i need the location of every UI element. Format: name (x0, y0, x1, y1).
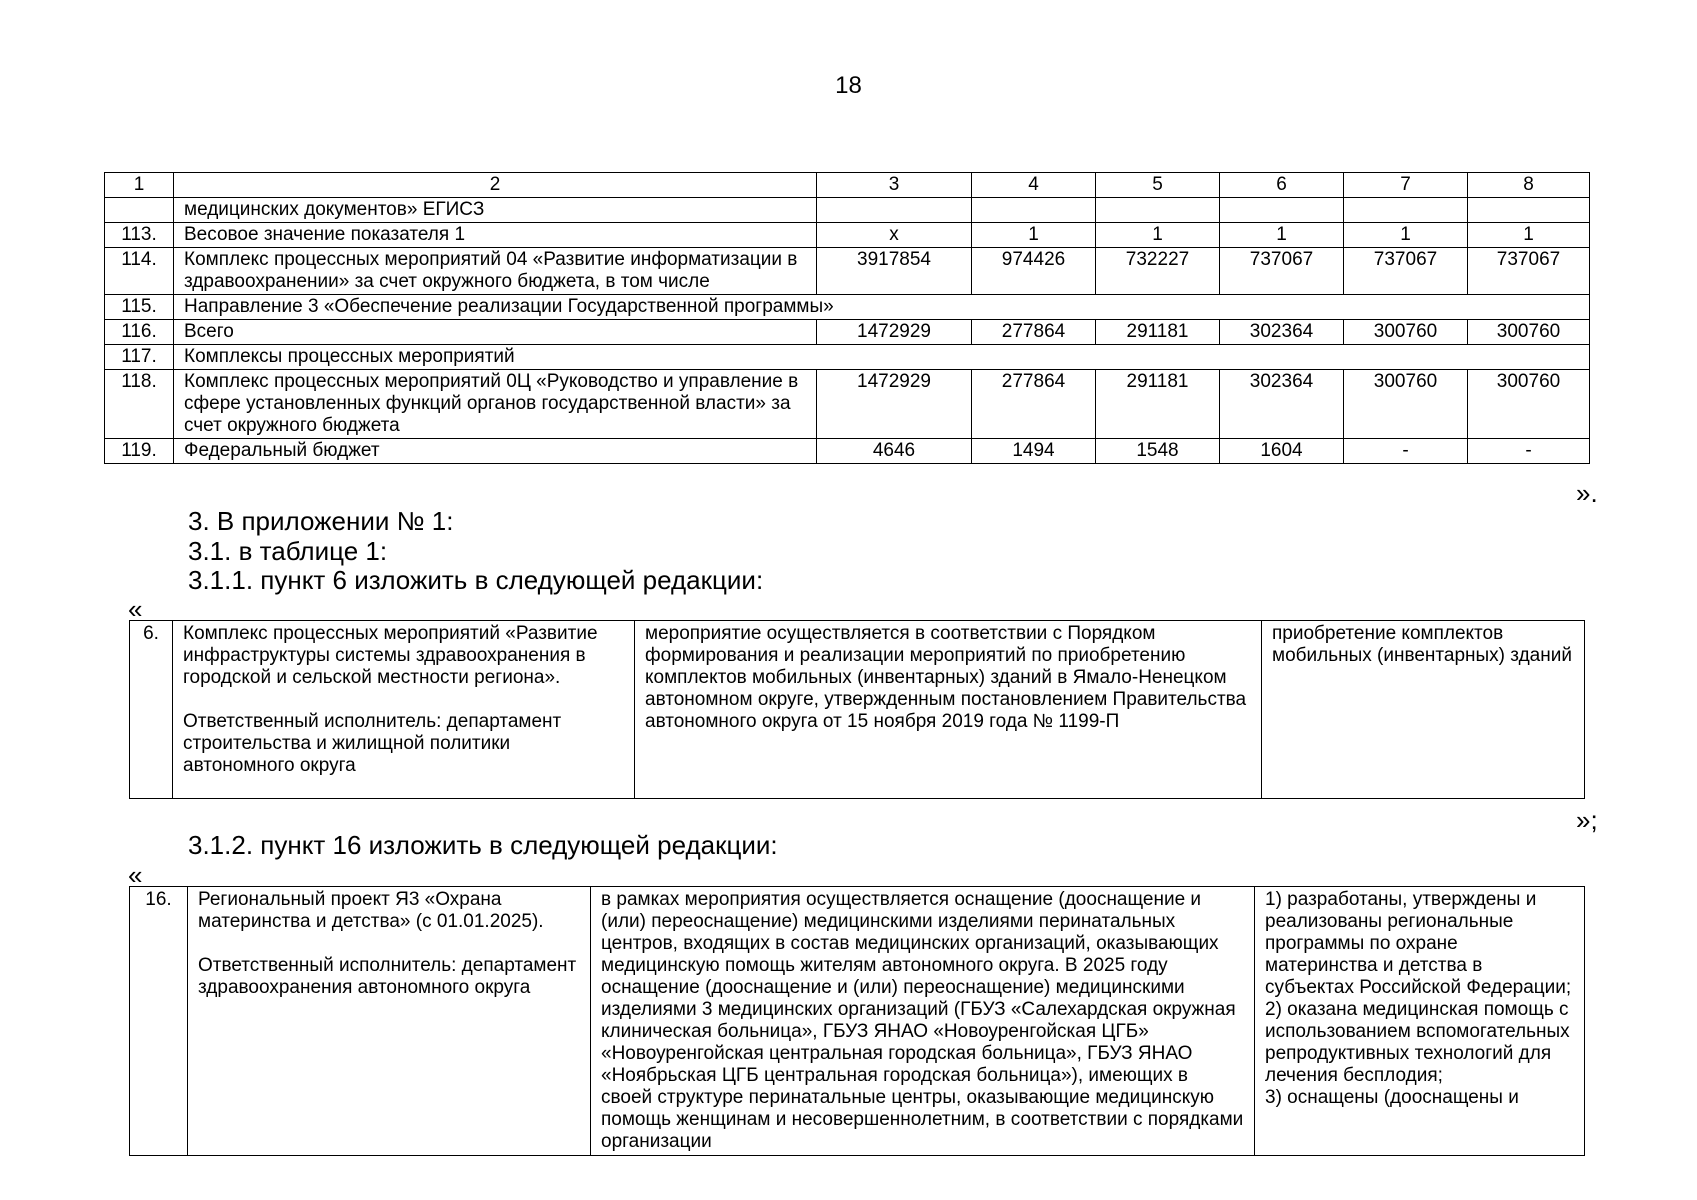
paragraph-3: 3. В приложении № 1: (188, 506, 454, 536)
row-value: 277864 (972, 370, 1096, 439)
row-value: - (1468, 439, 1590, 464)
row-value: 302364 (1220, 320, 1344, 345)
table-row (105, 320, 1590, 345)
header-cell: 7 (1344, 173, 1468, 198)
item-16-description: в рамках мероприятия осуществляется оснащение (дооснащение и (или) переоснащение) медицинскими изделиями перинатальных центров, входящих в состав медицинских организаций, оказывающих медицинскую помощь жителям автономного округа. В 2025 году оснащение (дооснащение и (или) переоснащение) медицинскими изделиями 3 медицинских организаций (ГБУЗ «Салехардская окружная клиническая больница», ГБУЗ ЯНАО «Новоуренгойская ЦГБ» «Новоуренгойская центральная городская больница», ГБУЗ ЯНАО «Ноябрьская ЦГБ центральная городская больница»), имеющих в своей структуре перинатальные центры, оказывающие медицинскую помощь женщинам и несовершеннолетним, в соответствии с порядками организации (591, 887, 1255, 1156)
row-name: Федеральный бюджет (174, 439, 817, 464)
item-16-title-cell (188, 887, 591, 1156)
row-value: x (817, 223, 972, 248)
item-6-title-cell (173, 621, 635, 799)
item-6-table (129, 620, 1585, 799)
closing-quote-2: »; (1576, 805, 1598, 835)
table-row (105, 223, 1590, 248)
item-16-title: Региональный проект Я3 «Охрана материнства и детства» (с 01.01.2025). (198, 889, 544, 932)
row-value (972, 198, 1096, 223)
row-value (817, 198, 972, 223)
item-6-responsible: Ответственный исполнитель: департамент строительства и жилищной политики автономного округа (183, 711, 562, 776)
row-value: 974426 (972, 248, 1096, 295)
row-number: 116. (105, 320, 174, 345)
header-cell: 2 (174, 173, 817, 198)
item-6-row (130, 621, 1585, 799)
item-6-number: 6. (130, 621, 173, 799)
row-value: 1 (972, 223, 1096, 248)
row-number: 115. (105, 295, 174, 320)
header-cell: 8 (1468, 173, 1590, 198)
row-value: 300760 (1468, 320, 1590, 345)
item-6-title: Комплекс процессных мероприятий «Развитие инфраструктуры системы здравоохранения в городской и сельской местности региона». (183, 623, 598, 688)
row-value: 1 (1344, 223, 1468, 248)
row-value: 302364 (1220, 370, 1344, 439)
row-value: 1472929 (817, 370, 972, 439)
row-value: 1 (1220, 223, 1344, 248)
row-value: 277864 (972, 320, 1096, 345)
budget-header-row (105, 173, 1590, 198)
table-row (105, 370, 1590, 439)
item-16-row (130, 887, 1585, 1156)
row-number (105, 198, 174, 223)
row-number: 118. (105, 370, 174, 439)
header-cell: 4 (972, 173, 1096, 198)
row-value: 1604 (1220, 439, 1344, 464)
header-cell: 6 (1220, 173, 1344, 198)
row-value: 1472929 (817, 320, 972, 345)
paragraph-3-1: 3.1. в таблице 1: (188, 536, 388, 566)
row-value: 1 (1096, 223, 1220, 248)
table-row (105, 439, 1590, 464)
paragraph-3-1-1: 3.1.1. пункт 6 изложить в следующей редакции: (188, 565, 764, 595)
page-number: 18 (835, 72, 862, 99)
row-name: Направление 3 «Обеспечение реализации Государственной программы» (174, 295, 1590, 320)
row-name: медицинских документов» ЕГИСЗ (174, 198, 817, 223)
row-value: 300760 (1468, 370, 1590, 439)
item-16-table (129, 886, 1585, 1156)
row-value: 4646 (817, 439, 972, 464)
item-6-description: мероприятие осуществляется в соответствии с Порядком формирования и реализации мероприятий по приобретению комплектов мобильных (инвентарных) зданий в Ямало-Ненецком автономном округе, утвержденным постановлением Правительства автономного округа от 15 ноября 2019 года № 1199-П (635, 621, 1262, 799)
row-value: 300760 (1344, 370, 1468, 439)
row-value (1096, 198, 1220, 223)
header-cell: 3 (817, 173, 972, 198)
row-value: 732227 (1096, 248, 1220, 295)
row-value: 737067 (1468, 248, 1590, 295)
open-quote-2: « (128, 860, 143, 890)
row-value: 300760 (1344, 320, 1468, 345)
open-quote-1: « (128, 594, 143, 624)
item-16-responsible: Ответственный исполнитель: департамент здравоохранения автономного округа (198, 955, 577, 998)
row-name: Комплекс процессных мероприятий 0Ц «Руководство и управление в сфере установленных функций органов государственной власти» за счет окружного бюджета (174, 370, 817, 439)
row-number: 113. (105, 223, 174, 248)
row-name: Комплексы процессных мероприятий (174, 345, 1590, 370)
row-value: 737067 (1344, 248, 1468, 295)
table-row (105, 198, 1590, 223)
row-value: 291181 (1096, 320, 1220, 345)
item-6-result: приобретение комплектов мобильных (инвентарных) зданий (1262, 621, 1585, 799)
item-16-result: 1) разработаны, утверждены и реализованы региональные программы по охране материнства и детства в субъектах Российской Федерации; 2) оказана медицинская помощь с использованием вспомогательных репродуктивных технологий для лечения бесплодия; 3) оснащены (дооснащены и (1255, 887, 1585, 1156)
budget-table (104, 172, 1590, 464)
table-row (105, 295, 1590, 320)
item-16-number: 16. (130, 887, 188, 1156)
table-row (105, 248, 1590, 295)
row-value: 737067 (1220, 248, 1344, 295)
row-value: 1494 (972, 439, 1096, 464)
row-value: - (1344, 439, 1468, 464)
row-value (1344, 198, 1468, 223)
row-value (1468, 198, 1590, 223)
row-name: Комплекс процессных мероприятий 04 «Развитие информатизации в здравоохранении» за счет окружного бюджета, в том числе (174, 248, 817, 295)
row-number: 119. (105, 439, 174, 464)
row-name: Всего (174, 320, 817, 345)
row-name: Весовое значение показателя 1 (174, 223, 817, 248)
table-row (105, 345, 1590, 370)
closing-quote-1: ». (1576, 478, 1598, 508)
row-value: 1 (1468, 223, 1590, 248)
row-value: 1548 (1096, 439, 1220, 464)
row-value: 291181 (1096, 370, 1220, 439)
row-number: 114. (105, 248, 174, 295)
row-value: 3917854 (817, 248, 972, 295)
header-cell: 5 (1096, 173, 1220, 198)
row-value (1220, 198, 1344, 223)
header-cell: 1 (105, 173, 174, 198)
paragraph-3-1-2: 3.1.2. пункт 16 изложить в следующей редакции: (188, 830, 778, 860)
row-number: 117. (105, 345, 174, 370)
